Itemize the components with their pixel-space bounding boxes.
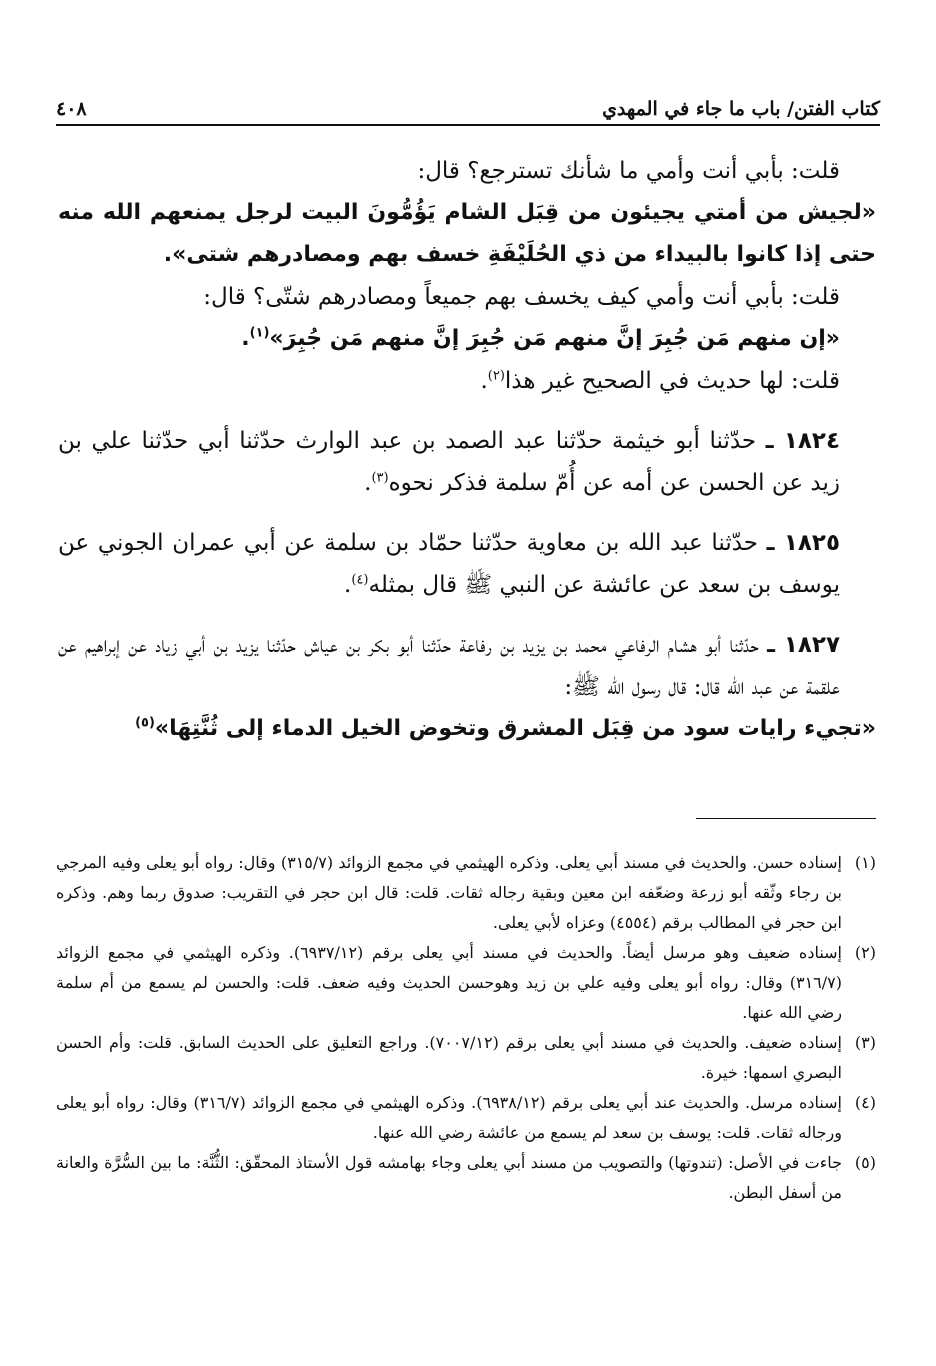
footnotes [56, 848, 876, 1208]
hadith-1824: ١٨٢٤ ـ حدّثنا أبو خيثمة حدّثنا عبد الصمد بن عبد الوارث حدّثنا أبي حدّثنا علي بن زيد عن الحسن عن أمه عن أُمّ سلمة فذكر نحوه$^{(٣)}$. [58, 428, 840, 496]
spacer [58, 504, 876, 522]
paragraph-question-1: قلت: بأبي أنت وأمي ما شأنك تسترجع؟ قال: [417, 158, 840, 184]
footnote-ref-4[interactable]: (٤) [351, 572, 369, 588]
main-text [58, 150, 876, 750]
footnote-text: إسناده مرسل. والحديث عند أبي يعلى برقم (٦٩٣٨/١٢). وذكره الهيثمي في مجمع الزوائد (٣١٦/٧) وقال: رواه أبو يعلى ورجاله ثقات. قلت: يوسف بن سعد لم يسمع من عائشة رضي الله عنها. [56, 1093, 843, 1142]
footnote-number: (٢) [854, 943, 876, 962]
footnote-ref-1[interactable]: (١) [249, 325, 270, 341]
hadith-1824-text: حدّثنا أبو خيثمة حدّثنا عبد الصمد بن عبد الوارث حدّثنا أبي حدّثنا علي بن زيد عن الحسن عن أمه عن أُمّ سلمة فذكر نحوه [58, 428, 840, 496]
spacer [58, 606, 876, 624]
hadith-number-1827: ١٨٢٧ ـ [767, 632, 840, 658]
footnote-1 [56, 848, 876, 938]
footnote-ref-2[interactable]: (٢) [487, 368, 505, 384]
footnote-ref-5[interactable]: (٥) [135, 715, 155, 731]
hadith-number-1825: ١٨٢٥ ـ [766, 530, 840, 556]
quote-jubira-text: «إن منهم مَن جُبِرَ إنَّ منهم مَن جُبِرَ إنَّ منهم مَن جُبِرَ» [269, 326, 840, 351]
hadith-1825-text: حدّثنا عبد الله بن معاوية حدّثنا حمّاد بن سلمة عن أبي عمران الجوني عن يوسف بن سعد عن عائشة عن النبي ﷺ قال بمثله [58, 530, 840, 598]
footnote-text: إسناده ضعيف وهو مرسل أيضاً. والحديث في مسند أبي يعلى برقم (٦٩٣٧/١٢). وذكره الهيثمي في مجمع الزوائد (٣١٦/٧) وقال: رواه أبو يعلى وفيه علي بن زيد وهوحسن الحديث وفيه ضعف. قلت: والحسن لم يسمع من أم سلمة رضي الله عنها. [56, 943, 842, 1022]
footnote-ref-3[interactable]: (٣) [371, 470, 389, 486]
hadith-1827 [58, 624, 876, 708]
hadith-number-1824: ١٨٢٤ ـ [765, 428, 840, 454]
hadith-quote-banners [58, 708, 876, 750]
footnote-text: إسناده حسن. والحديث في مسند أبي يعلى. وذكره الهيثمي في مجمع الزوائد (٣١٥/٧) وقال: رواه أبو يعلى وفيه المرجي بن رجاء وثّقه أبو زرعة وضعّفه ابن معين وبقية رجاله ثقات. قلت: قال ابن حجر في التقريب: صدوق ربما وهم. وذكره ابن حجر في المطالب برقم (٤٥٥٤) وعزاه لأبي يعلى. [56, 853, 842, 932]
footnote-2 [56, 938, 876, 1028]
footnote-3 [56, 1028, 876, 1088]
footnote-number: (١) [854, 853, 876, 872]
comment-text: قلت: لها حديث في الصحيح غير هذا [504, 368, 840, 394]
hadith-quote-jubira: «إن منهم مَن جُبِرَ إنَّ منهم مَن جُبِرَ إنَّ منهم مَن جُبِرَ»$^{(١)}$. [241, 325, 840, 351]
paragraph-comment: قلت: لها حديث في الصحيح غير هذا$^{(٢)}$. [480, 368, 840, 394]
footnote-text: جاءت في الأصل: (تندوتها) والتصويب من مسند أبي يعلى وجاء بهامشه قول الأستاذ المحقّق: الثُّنَّة: ما بين السُّرَّة والعانة من أسفل البطن. [56, 1153, 842, 1202]
header-rule [56, 124, 880, 126]
footnote-separator [696, 818, 876, 819]
running-header [56, 86, 880, 120]
hadith-1827-text: حدّثنا أبو هشام الرفاعي محمد بن يزيد بن رفاعة حدّثنا أبو بكر بن عياش حدّثنا يزيد بن أبي زياد عن إبراهيم عن علقمة عن عبد الله قال: قال رسول الله ﷺ: [58, 632, 840, 700]
quote-banners-text: «تجيء رايات سود من قِبَل المشرق وتخوض الخيل الدماء إلى ثُنَّتِهَا» [154, 716, 876, 741]
footnote-number: (٤) [854, 1093, 876, 1112]
spacer [58, 402, 876, 420]
hadith-quote-army: «لجيش من أمتي يجيئون من قِبَل الشام يَؤُمُّونَ البيت لرجل يمنعهم الله منه حتى إذا كانوا بالبيداء من ذي الحُلَيْفَةِ خسف بهم ومصادرهم شتى». [58, 200, 876, 267]
footnote-number: (٣) [854, 1033, 876, 1052]
page-number: ٤٠٨ [56, 98, 87, 120]
footnote-text: إسناده ضعيف. والحديث في مسند أبي يعلى برقم (٧٠٠٧/١٢). وراجع التعليق على الحديث السابق. قلت: وأم الحسن البصري اسمها: خيرة. [56, 1033, 842, 1082]
footnote-number: (٥) [854, 1153, 876, 1172]
paragraph-question-2-text: قلت: بأبي أنت وأمي كيف يخسف بهم جميعاً ومصادرهم شتّى؟ قال: [203, 284, 840, 310]
footnote-5 [56, 1148, 876, 1208]
footnote-4 [56, 1088, 876, 1148]
hadith-1825: ١٨٢٥ ـ حدّثنا عبد الله بن معاوية حدّثنا حمّاد بن سلمة عن أبي عمران الجوني عن يوسف بن سعد عن عائشة عن النبي ﷺ قال بمثله$^{(٤)}$. [58, 530, 840, 598]
paragraph-question-2 [58, 276, 876, 318]
chapter-title: كتاب الفتن/ باب ما جاء في المهدي [602, 98, 880, 120]
